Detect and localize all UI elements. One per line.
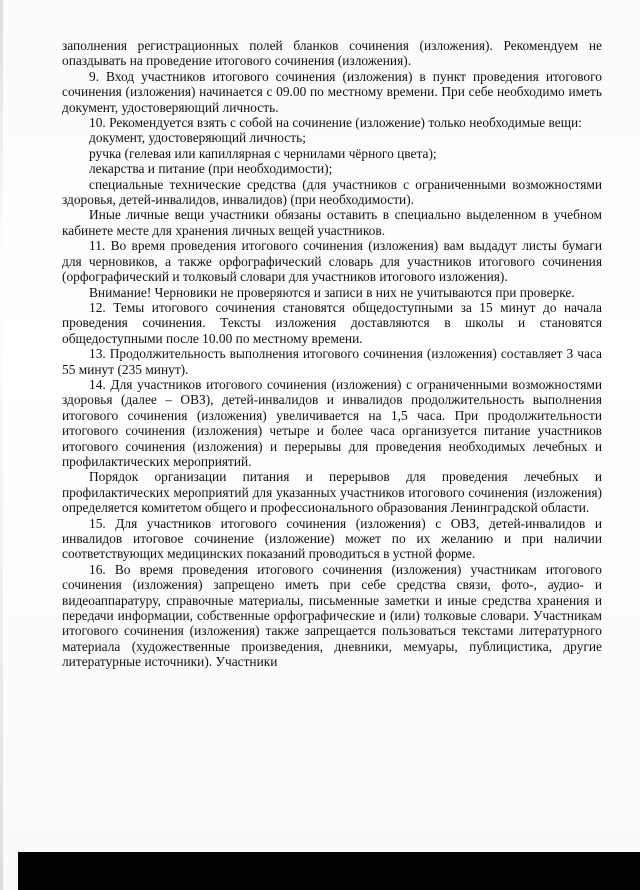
list-item-medicine-food: лекарства и питание (при необходимости); xyxy=(89,161,333,177)
paragraph-12-topics: 12. Темы итогового сочинения становятся общедоступными за 15 минут до начала проведения сочинения. Тексты изложения доставляются в школы и становятся общедоступными после 10.00 по местному времени. xyxy=(62,299,602,346)
paragraph-9-entry: 9. Вход участников итогового сочинения (изложения) в пункт проведения итогового сочинения (изложения) начинается с 09.00 по местному времени. При себе необходимо иметь документ, удостоверяющий личность. xyxy=(62,68,602,115)
paragraph-meals-breaks: Порядок организации питания и перерывов для проведения лечебных и профилактических мероприятий для указанных участников итогового сочинения (изложения) определяется комитетом общего и профессионального образования Ленинградской области. xyxy=(62,469,602,516)
paragraph-11-drafts: 11. Во время проведения итогового сочинения (изложения) вам выдадут листы бумаги для черновиков, а также орфографический словарь для участников итогового сочинения (орфографический и толковый словари для участников итогового изложения). xyxy=(62,238,602,285)
scan-edge-shadow xyxy=(0,0,3,890)
list-item-special-equipment: специальные технические средства (для участников с ограниченными возможностями здоровья, детей-инвалидов, инвалидов) (при необходимости). xyxy=(62,176,602,208)
paragraph-personal-items: Иные личные вещи участники обязаны оставить в специально выделенном в учебном кабинете месте для хранения личных вещей участников. xyxy=(62,207,602,238)
paragraph-attention: Внимание! Черновики не проверяются и записи в них не учитываются при проверке. xyxy=(89,284,575,300)
paragraph-10-items-intro: 10. Рекомендуется взять с собой на сочинение (изложение) только необходимые вещи: xyxy=(89,115,582,131)
list-item-pen: ручка (гелевая или капиллярная с чернилами чёрного цвета); xyxy=(89,145,437,161)
paragraph-13-duration: 13. Продолжительность выполнения итогового сочинения (изложения) составляет 3 часа 55 минут (235 минут). xyxy=(62,346,602,377)
paragraph-15-oral-form: 15. Для участников итогового сочинения (изложения) с ОВЗ, детей-инвалидов и инвалидов итоговое сочинение (изложение) может по их желанию и при наличии соответствующих медицинских показаний проводиться в устной форме. xyxy=(62,515,602,562)
paragraph-16-prohibited: 16. Во время проведения итогового сочинения (изложения) участникам итогового сочинения (изложения) запрещено иметь при себе средства связи, фото-, аудио- и видеоаппаратуру, справочные материалы, письменные заметки и иные средства хранения и передачи информации, собственные орфографические и (или) толковые словари. Участникам итогового сочинения (изложения) также запрещается пользоваться текстами литературного материала (художественные произведения, дневники, мемуары, публицистика, другие литературные источники). Участники xyxy=(62,561,602,670)
document-body xyxy=(62,38,602,670)
paragraph-continuation: заполнения регистрационных полей бланков сочинения (изложения). Рекомендуем не опаздывать на проведение итогового сочинения (изложения). xyxy=(62,38,602,69)
paragraph-14-ovz: 14. Для участников итогового сочинения (изложения) с ограниченными возможностями здоровья (далее – ОВЗ), детей-инвалидов и инвалидов продолжительность выполнения итогового сочинения (изложения) увеличивается на 1,5 часа. При продолжительности итогового сочинения (изложения) четыре и более часа организуется питание участников итогового сочинения (изложения) и перерывы для проведения необходимых лечебных и профилактических мероприятий. xyxy=(62,376,602,469)
list-item-id-document: документ, удостоверяющий личность; xyxy=(89,130,306,146)
scan-bottom-black-bar xyxy=(18,852,640,890)
